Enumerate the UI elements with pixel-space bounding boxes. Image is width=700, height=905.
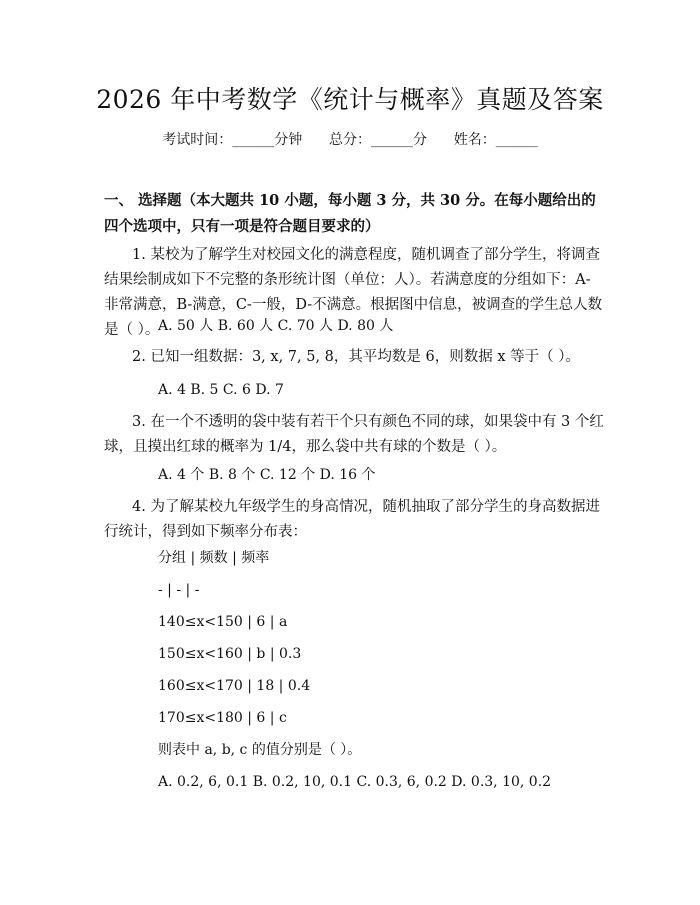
exam-meta-line [0,129,700,149]
question-3-options: A. 4 个 B. 8 个 C. 12 个 D. 16 个 [158,467,376,483]
frequency-table-row: 150≤x<160 | b | 0.3 [158,646,302,662]
frequency-table-separator: - | - | - [158,582,200,598]
question-4-options: A. 0.2, 6, 0.1 B. 0.2, 10, 0.1 C. 0.3, 6, 0.2 D. 0.3, 10, 0.2 [158,774,552,790]
section-heading: 一、 选择题（本大题共 10 小题，每小题 3 分，共 30 分。在每小题给出的四个选项中，只有一项是符合题目要求的） [104,192,596,235]
frequency-table-row: 140≤x<150 | 6 | a [158,614,288,630]
frequency-table-header: 分组 | 频数 | 频率 [158,550,270,566]
frequency-table-row: 170≤x<180 | 6 | c [158,710,287,726]
exam-time-field: 考试时间：______分钟 [162,132,303,148]
question-2-options: A. 4 B. 5 C. 6 D. 7 [158,382,284,398]
question-1-options: A. 50 人 B. 60 人 C. 70 人 D. 80 人 [158,318,394,334]
total-score-field: 总分：______分 [329,132,427,148]
page-title: 2026 年中考数学《统计与概率》真题及答案 [96,85,604,114]
question-1-stem: 1. 某校为了解学生对校园文化的满意程度，随机调查了部分学生，将调查结果绘制成如下不完整的条形统计图（单位：人）。若满意度的分组如下：A-非常满意，B-满意，C-一般，D-不满意。根据图中信息，被调查的学生总人数是（ ）。 [104,247,603,338]
question-3-stem: 3. 在一个不透明的袋中装有若干个只有颜色不同的球，如果袋中有 3 个红球，且摸出红球的概率为 1/4，那么袋中共有球的个数是（ ）。 [104,414,604,455]
frequency-table-row: 160≤x<170 | 18 | 0.4 [158,678,311,694]
name-field: 姓名：______ [453,132,538,148]
question-4-stem: 4. 为了解某校九年级学生的身高情况，随机抽取了部分学生的身高数据进行统计，得到如下频率分布表： [104,499,600,540]
question-4-ask: 则表中 a, b, c 的值分别是（ ）。 [158,742,362,758]
question-2-stem: 2. 已知一组数据：3, x, 7, 5, 8，其平均数是 6，则数据 x 等于（ ）。 [132,349,580,365]
